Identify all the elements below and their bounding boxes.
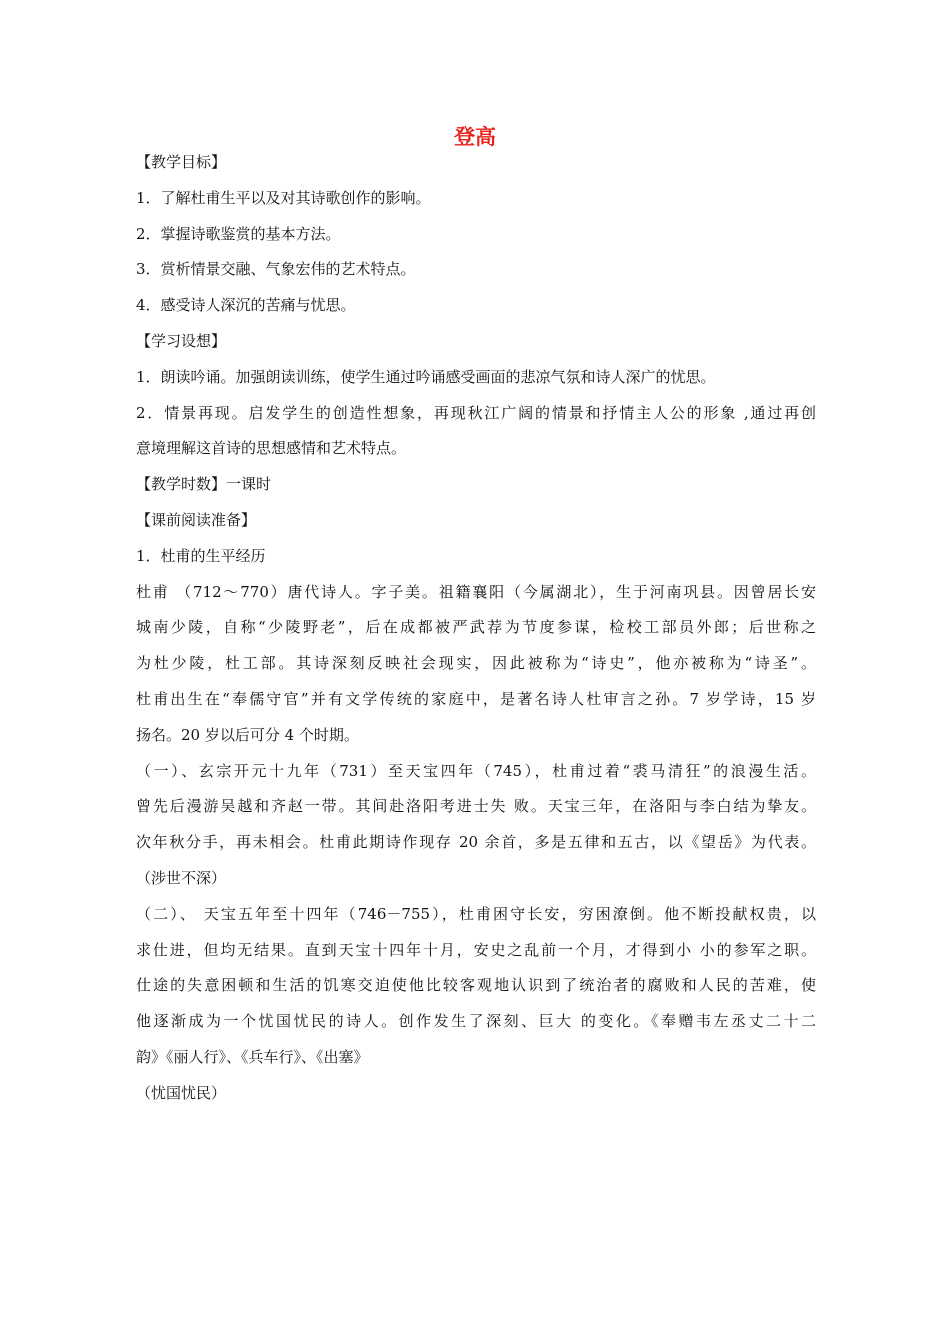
text-line: 韵》《丽人行》、《兵车行》、《出塞》 xyxy=(136,1047,369,1066)
text-line: 【教学时数】一课时 xyxy=(136,475,272,494)
document-body xyxy=(136,150,816,1117)
text-line: 杜甫 （712～770）唐代诗人。字子美。祖籍襄阳（今属湖北），生于河南巩县。因曾居长安 xyxy=(136,582,816,601)
text-line: 【教学目标】 xyxy=(136,153,227,171)
text-line: （涉世不深） xyxy=(136,868,227,887)
text-line: 3．赏析情景交融、气象宏伟的艺术特点。 xyxy=(136,260,416,279)
text-line: 2．掌握诗歌鉴赏的基本方法。 xyxy=(136,224,341,243)
text-line: 求仕进，但均无结果。直到天宝十四年十月，安史之乱前一个月，才得到小 小的参军之职。 xyxy=(136,940,816,959)
text-line: 4．感受诗人深沉的苦痛与忧思。 xyxy=(136,296,356,315)
text-line: 1．朗读吟诵。加强朗读训练，使学生通过吟诵感受画面的悲凉气氛和诗人深广的忧思。 xyxy=(136,367,716,386)
text-line: 城南少陵，自称“少陵野老”，后在成都被严武荐为节度参谋，检校工部员外郎；后世称之 xyxy=(136,618,816,637)
text-line: 1．杜甫的生平经历 xyxy=(136,546,266,565)
text-line: 意境理解这首诗的思想感情和艺术特点。 xyxy=(136,439,407,458)
text-line: （二）、 天宝五年至十四年（746－755），杜甫困守长安，穷困潦倒。他不断投献权贵，以 xyxy=(136,904,816,923)
text-line: 2．情景再现。启发学生的创造性想象，再现秋江广阔的情景和抒情主人公的形象 ,通过再创 xyxy=(136,403,816,422)
text-line: 杜甫出生在“奉儒守官”并有文学传统的家庭中，是著名诗人杜审言之孙。7 岁学诗，15 岁 xyxy=(136,689,816,708)
text-line: （一）、玄宗开元十九年（731）至天宝四年（745），杜甫过着“裘马清狂”的浪漫生活。 xyxy=(136,761,816,780)
document-title: 登高 xyxy=(454,124,496,149)
text-line: 他逐渐成为一个忧国忧民的诗人。创作发生了深刻、巨大 的变化。《奉赠韦左丞丈二十二 xyxy=(136,1012,816,1031)
text-line: 扬名。20 岁以后可分 4 个时期。 xyxy=(136,725,359,744)
text-line: 仕途的失意困顿和生活的饥寒交迫使他比较客观地认识到了统治者的腐败和人民的苦难，使 xyxy=(136,976,816,995)
text-line: 次年秋分手，再未相会。杜甫此期诗作现存 20 余首，多是五律和五古，以《望岳》为代表。 xyxy=(136,833,816,852)
text-line: 【学习设想】 xyxy=(136,331,227,350)
text-line: 曾先后漫游吴越和齐赵一带。其间赴洛阳考进士失 败。天宝三年，在洛阳与李白结为挚友。 xyxy=(136,797,816,816)
text-line: 1．了解杜甫生平以及对其诗歌创作的影响。 xyxy=(136,188,431,207)
text-line: 【课前阅读准备】 xyxy=(136,510,257,529)
text-line: （忧国忧民） xyxy=(136,1083,227,1102)
text-line: 为杜少陵，杜工部。其诗深刻反映社会现实，因此被称为“诗史”，他亦被称为“诗圣”。 xyxy=(136,654,816,673)
